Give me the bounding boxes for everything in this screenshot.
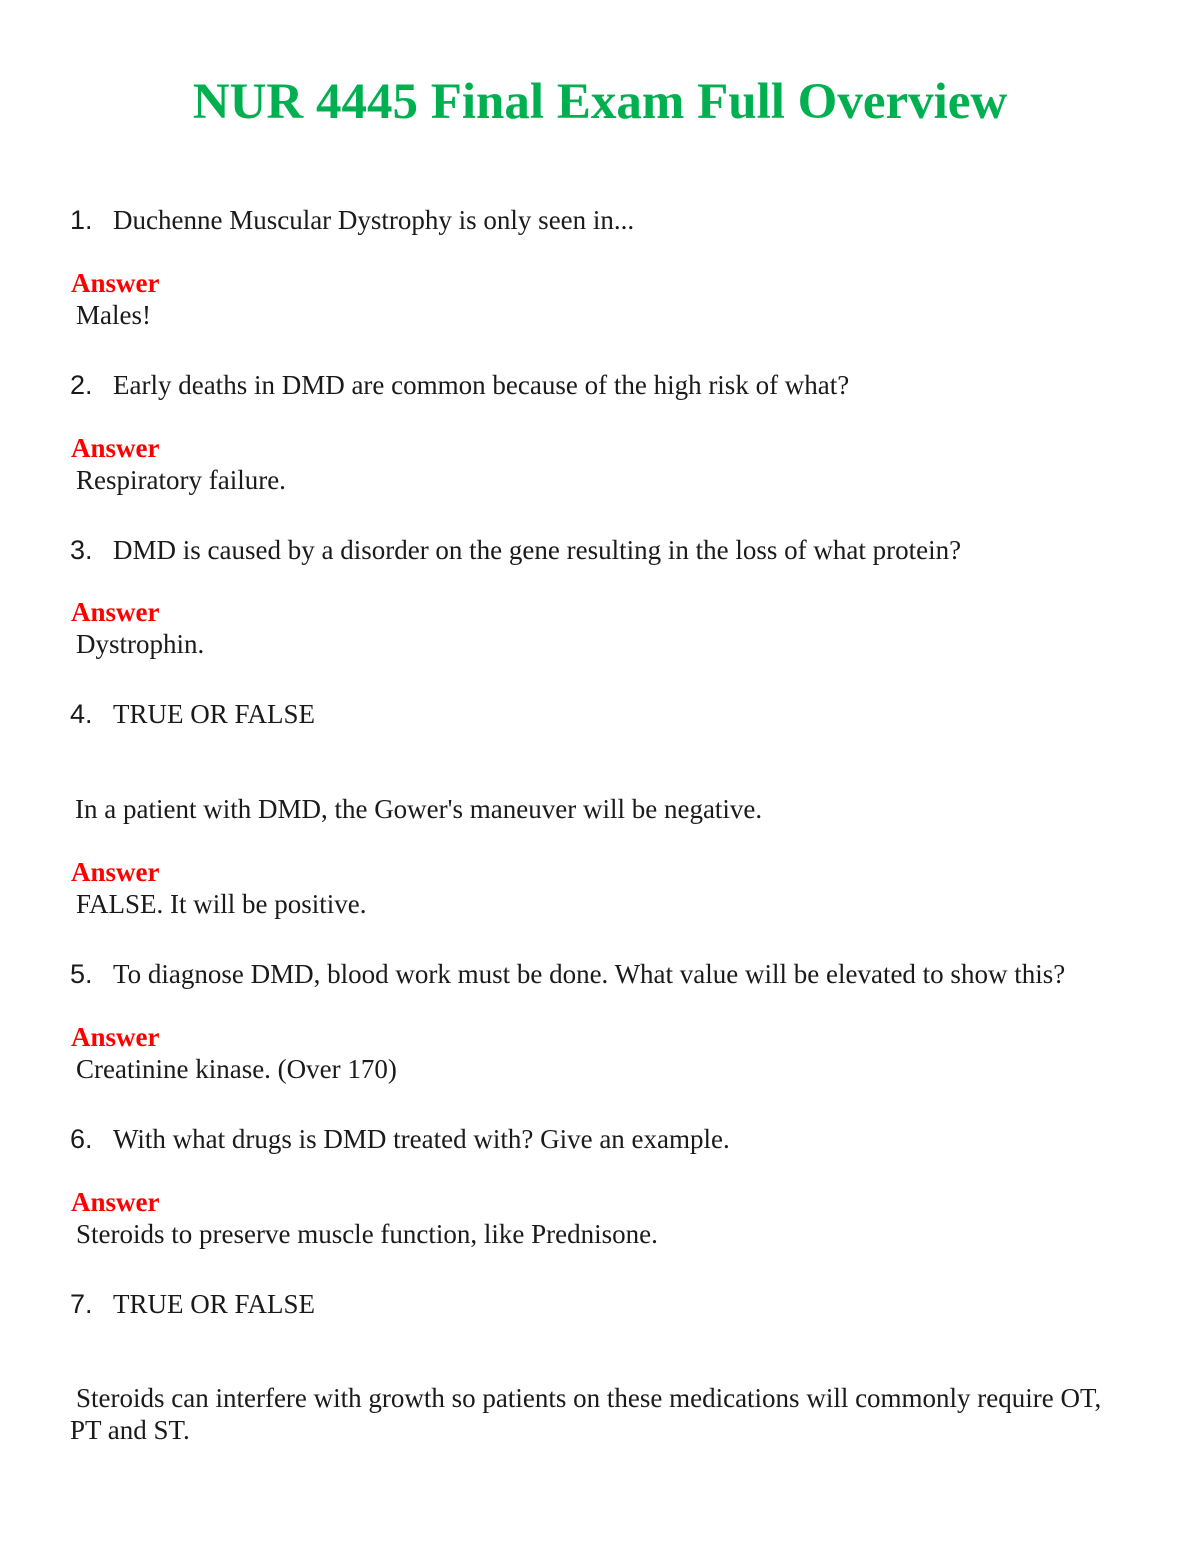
- question-text: Duchenne Muscular Dystrophy is only seen in...: [113, 205, 635, 235]
- question-text: TRUE OR FALSE: [113, 699, 316, 729]
- question-5: [70, 957, 1150, 991]
- answer-label-1: Answer: [71, 268, 160, 298]
- question-number: 2 .: [70, 368, 113, 402]
- answer-text-4: FALSE. It will be positive.: [76, 889, 367, 919]
- question-2: [70, 368, 1150, 402]
- answer-label-2: Answer: [71, 433, 160, 463]
- answer-label-3: Answer: [71, 597, 160, 627]
- question-number: 7 .: [70, 1287, 113, 1321]
- statement-7: Steroids can interfere with growth so patients on these medications will commonly require OT, PT and ST.: [70, 1383, 1102, 1445]
- answer-text-2: Respiratory failure.: [76, 465, 286, 495]
- question-number: 1 .: [70, 203, 113, 237]
- answer-label-5: Answer: [71, 1022, 160, 1052]
- question-number: 3 .: [70, 533, 113, 567]
- document-title: NUR 4445 Final Exam Full Overview: [192, 74, 1008, 130]
- question-text: DMD is caused by a disorder on the gene resulting in the loss of what protein?: [113, 535, 962, 565]
- question-text: To diagnose DMD, blood work must be done. What value will be elevated to show this?: [113, 959, 1066, 989]
- question-text: Early deaths in DMD are common because of the high risk of what?: [113, 370, 850, 400]
- question-7: [70, 1287, 1150, 1321]
- question-3: [70, 533, 1150, 567]
- question-number: 6 .: [70, 1122, 113, 1156]
- question-text: With what drugs is DMD treated with? Give an example.: [113, 1124, 730, 1154]
- answer-text-5: Creatinine kinase. (Over 170): [76, 1054, 397, 1084]
- answer-text-3: Dystrophin.: [76, 629, 205, 659]
- answer-label-6: Answer: [71, 1187, 160, 1217]
- question-number: 5 .: [70, 957, 113, 991]
- answer-text-6: Steroids to preserve muscle function, like Prednisone.: [76, 1219, 658, 1249]
- question-number: 4 .: [70, 697, 113, 731]
- answer-text-1: Males!: [76, 300, 151, 330]
- question-6: [70, 1122, 1150, 1156]
- question-text: TRUE OR FALSE: [113, 1289, 316, 1319]
- statement-4: In a patient with DMD, the Gower's maneuver will be negative.: [75, 794, 763, 824]
- question-1: [70, 203, 1150, 237]
- answer-label-4: Answer: [71, 857, 160, 887]
- question-4: [70, 697, 1150, 731]
